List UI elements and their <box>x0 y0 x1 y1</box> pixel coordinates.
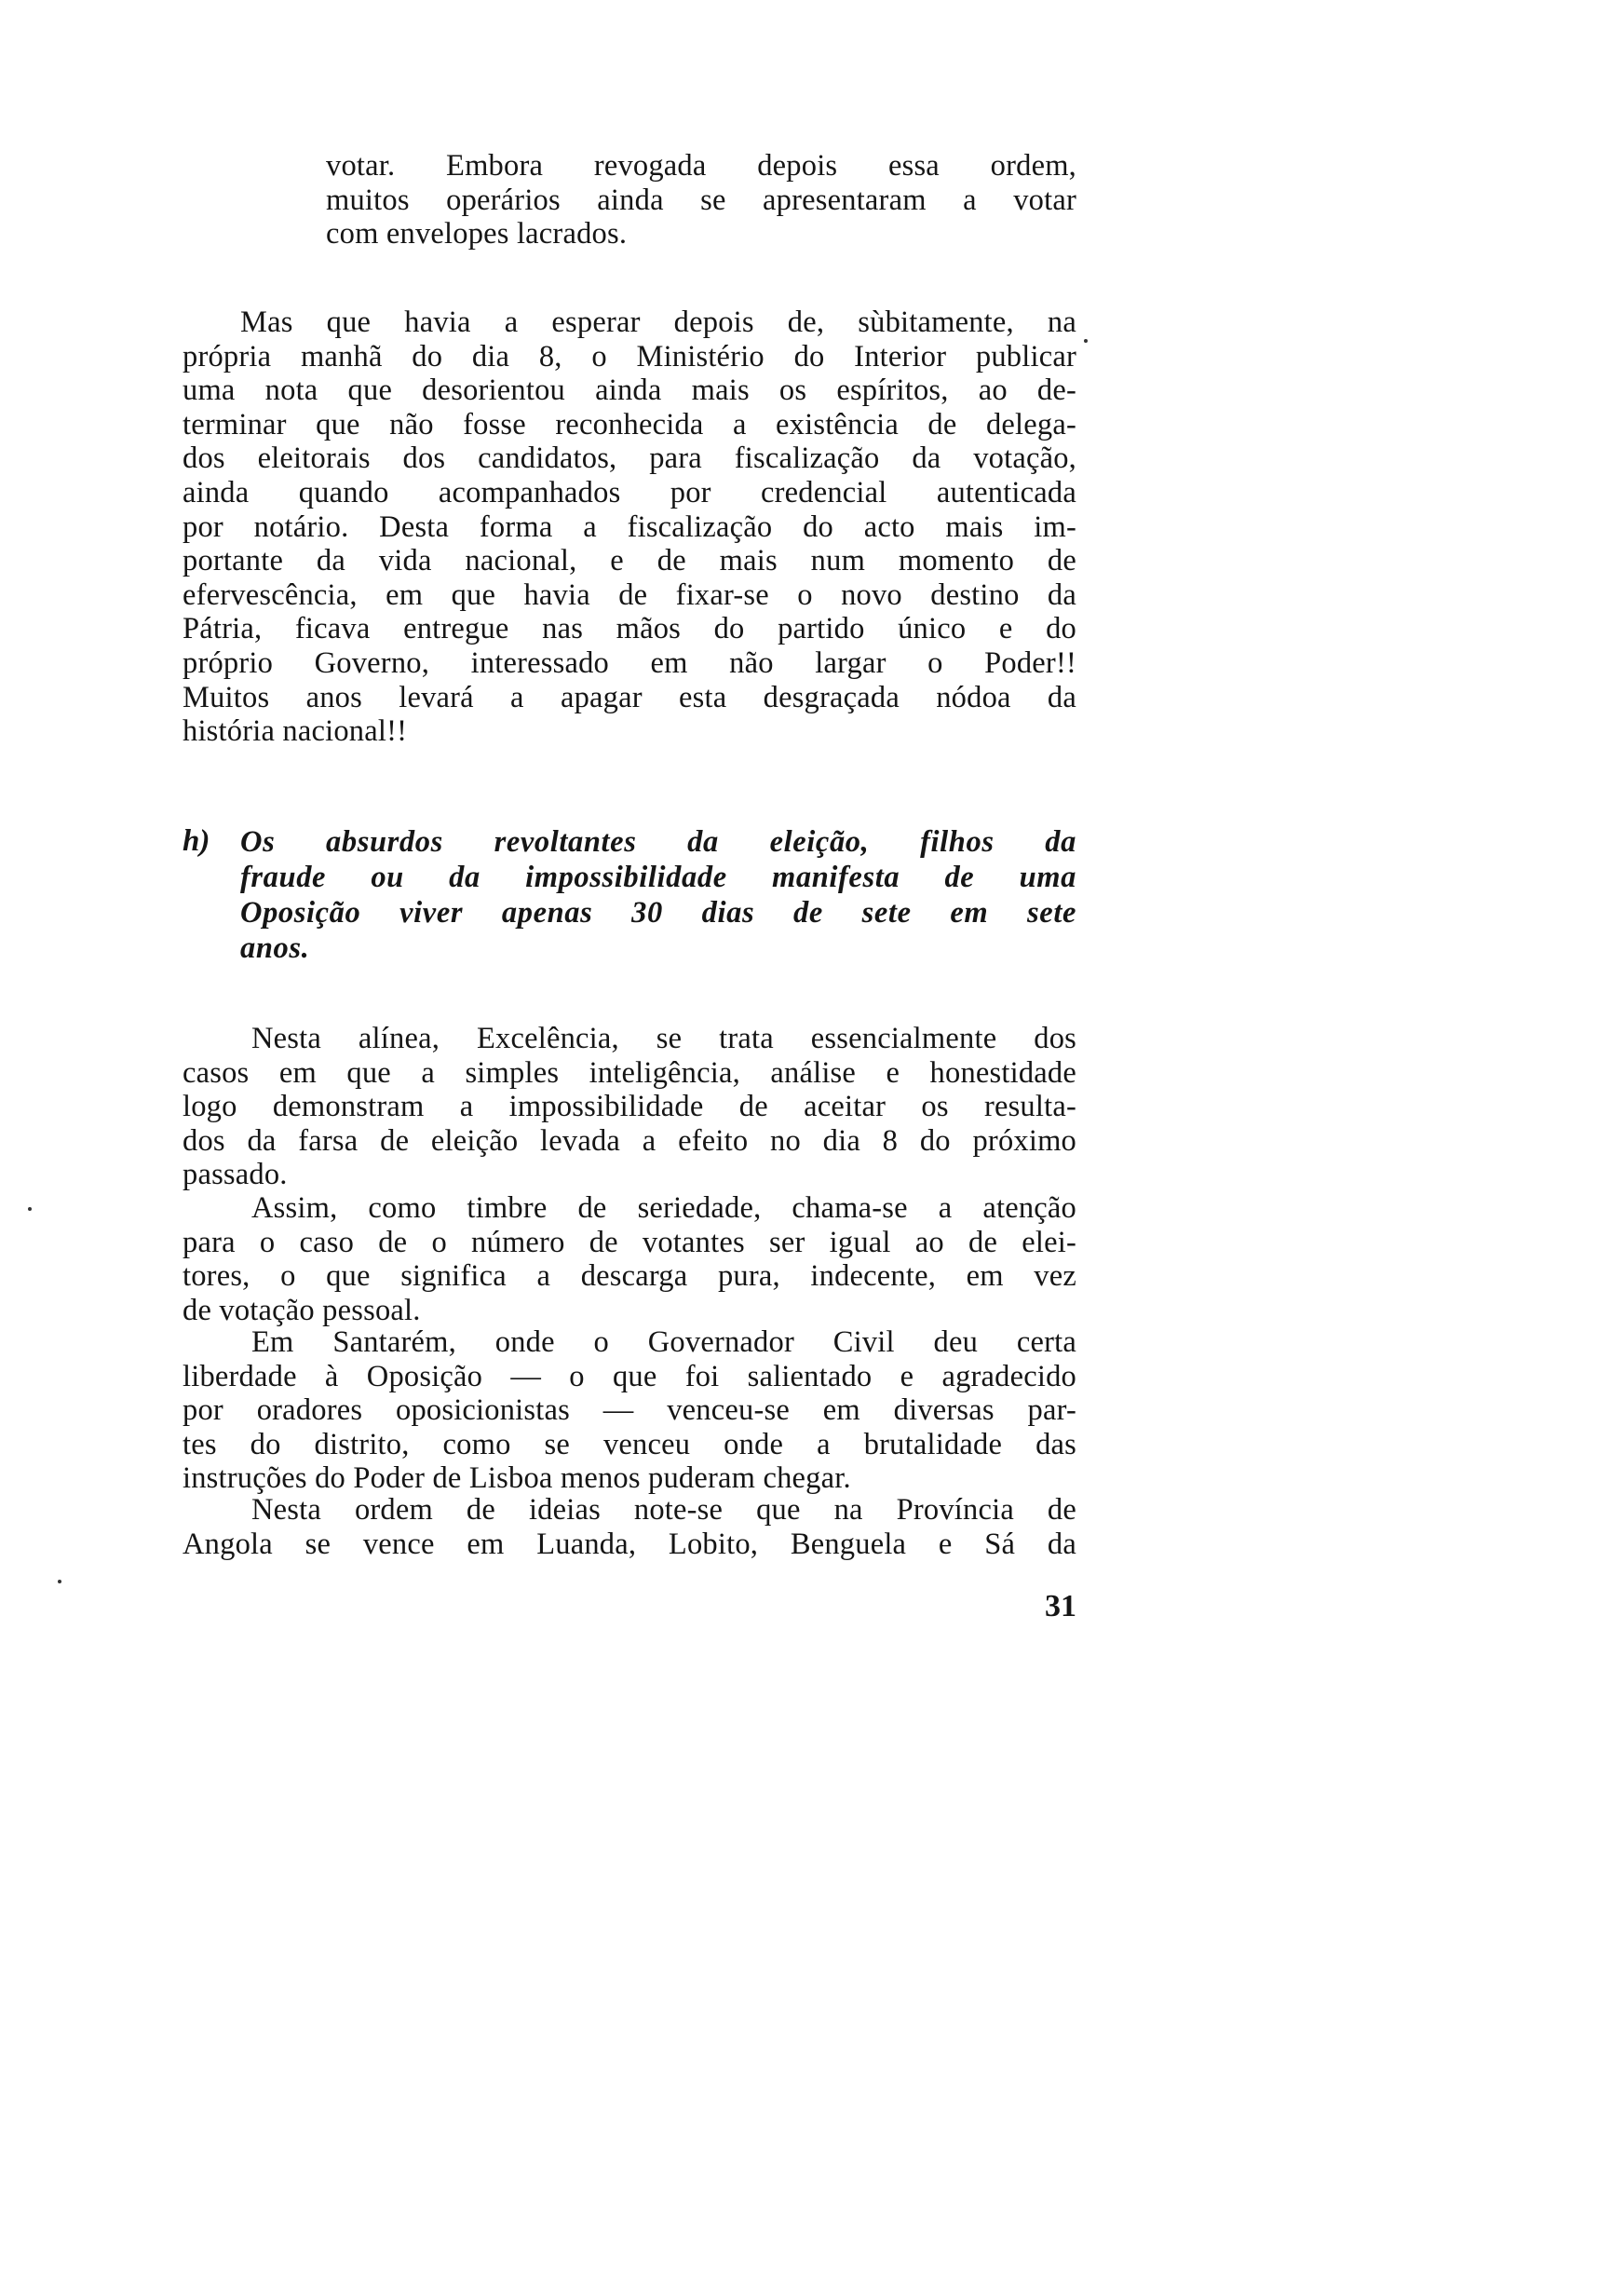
paragraph-5 <box>183 1325 1076 1496</box>
text-line: de votação pessoal. <box>183 1293 421 1327</box>
paragraph-1 <box>326 149 1076 251</box>
scan-speck <box>1084 339 1088 343</box>
text-line: por oradores oposicionistas — venceu-se em diversas par- <box>183 1393 1076 1428</box>
text-line: dos da farsa de eleição levada a efeito no dia 8 do próximo <box>183 1123 1076 1158</box>
text-line: história nacional!! <box>183 714 408 749</box>
text-line: Pátria, ficava entregue nas mãos do partido único e do <box>183 612 1076 646</box>
heading-line: Os absurdos revoltantes da eleição, filhos da <box>240 825 1076 859</box>
text-line: instruções do Poder de Lisboa menos puderam chegar. <box>183 1461 851 1496</box>
text-line: Nesta alínea, Excelência, se trata essencialmente dos <box>251 1022 1076 1055</box>
scan-speck <box>58 1580 61 1583</box>
text-line: efervescência, em que havia de fixar-se o novo destino da <box>183 577 1076 612</box>
text-line: Assim, como timbre de seriedade, chama-se a atenção <box>251 1191 1076 1225</box>
text-line: liberdade à Oposição — o que foi salientado e agradecido <box>183 1359 1076 1393</box>
text-line: portante da vida nacional, e de mais num momento de <box>183 544 1076 578</box>
heading-line: anos. <box>240 931 310 965</box>
text-line: casos em que a simples inteligência, análise e honestidade <box>183 1055 1076 1090</box>
text-line: Nesta ordem de ideias note-se que na Província de <box>251 1493 1076 1527</box>
text-line: própria manhã do dia 8, o Ministério do Interior publicar <box>183 339 1076 373</box>
text-line: dos eleitorais dos candidatos, para fiscalização da votação, <box>183 441 1076 476</box>
text-line: com envelopes lacrados. <box>326 217 628 251</box>
paragraph-3 <box>183 1022 1076 1192</box>
paragraph-6 <box>183 1493 1076 1561</box>
text-line: terminar que não fosse reconhecida a existência de delega- <box>183 407 1076 441</box>
paragraph-2 <box>183 306 1076 749</box>
text-line: próprio Governo, interessado em não largar o Poder!! <box>183 645 1076 680</box>
text-line: logo demonstram a impossibilidade de aceitar os resulta- <box>183 1090 1076 1124</box>
text-line: tores, o que significa a descarga pura, indecente, em vez <box>183 1259 1076 1294</box>
section-heading-h <box>183 824 1076 966</box>
text-line: ainda quando acompanhados por credencial autenticada <box>183 475 1076 509</box>
text-line: tes do distrito, como se venceu onde a brutalidade das <box>183 1427 1076 1461</box>
heading-line: fraude ou da impossibilidade manifesta de uma <box>240 861 1076 894</box>
page-number: 31 <box>1045 1589 1076 1623</box>
text-line: Mas que havia a esperar depois de, sùbitamente, na <box>240 306 1076 339</box>
section-label: h) <box>183 824 210 858</box>
paragraph-4 <box>183 1191 1076 1327</box>
text-line: votar. Embora revogada depois essa ordem, <box>326 149 1076 183</box>
text-line: muitos operários ainda se apresentaram a votar <box>326 183 1076 217</box>
text-line: Angola se vence em Luanda, Lobito, Benguela e Sá da <box>183 1527 1076 1561</box>
text-line: Muitos anos levará a apagar esta desgraçada nódoa da <box>183 680 1076 714</box>
text-line: uma nota que desorientou ainda mais os espíritos, ao de- <box>183 373 1076 408</box>
text-line: Em Santarém, onde o Governador Civil deu certa <box>251 1325 1076 1359</box>
scan-speck <box>28 1207 32 1211</box>
text-line: por notário. Desta forma a fiscalização do acto mais im- <box>183 509 1076 544</box>
section-heading-text <box>240 824 1076 966</box>
text-line: passado. <box>183 1158 288 1192</box>
heading-line: Oposição viver apenas 30 dias de sete em sete <box>240 896 1076 930</box>
text-line: para o caso de o número de votantes ser igual ao de elei- <box>183 1225 1076 1259</box>
